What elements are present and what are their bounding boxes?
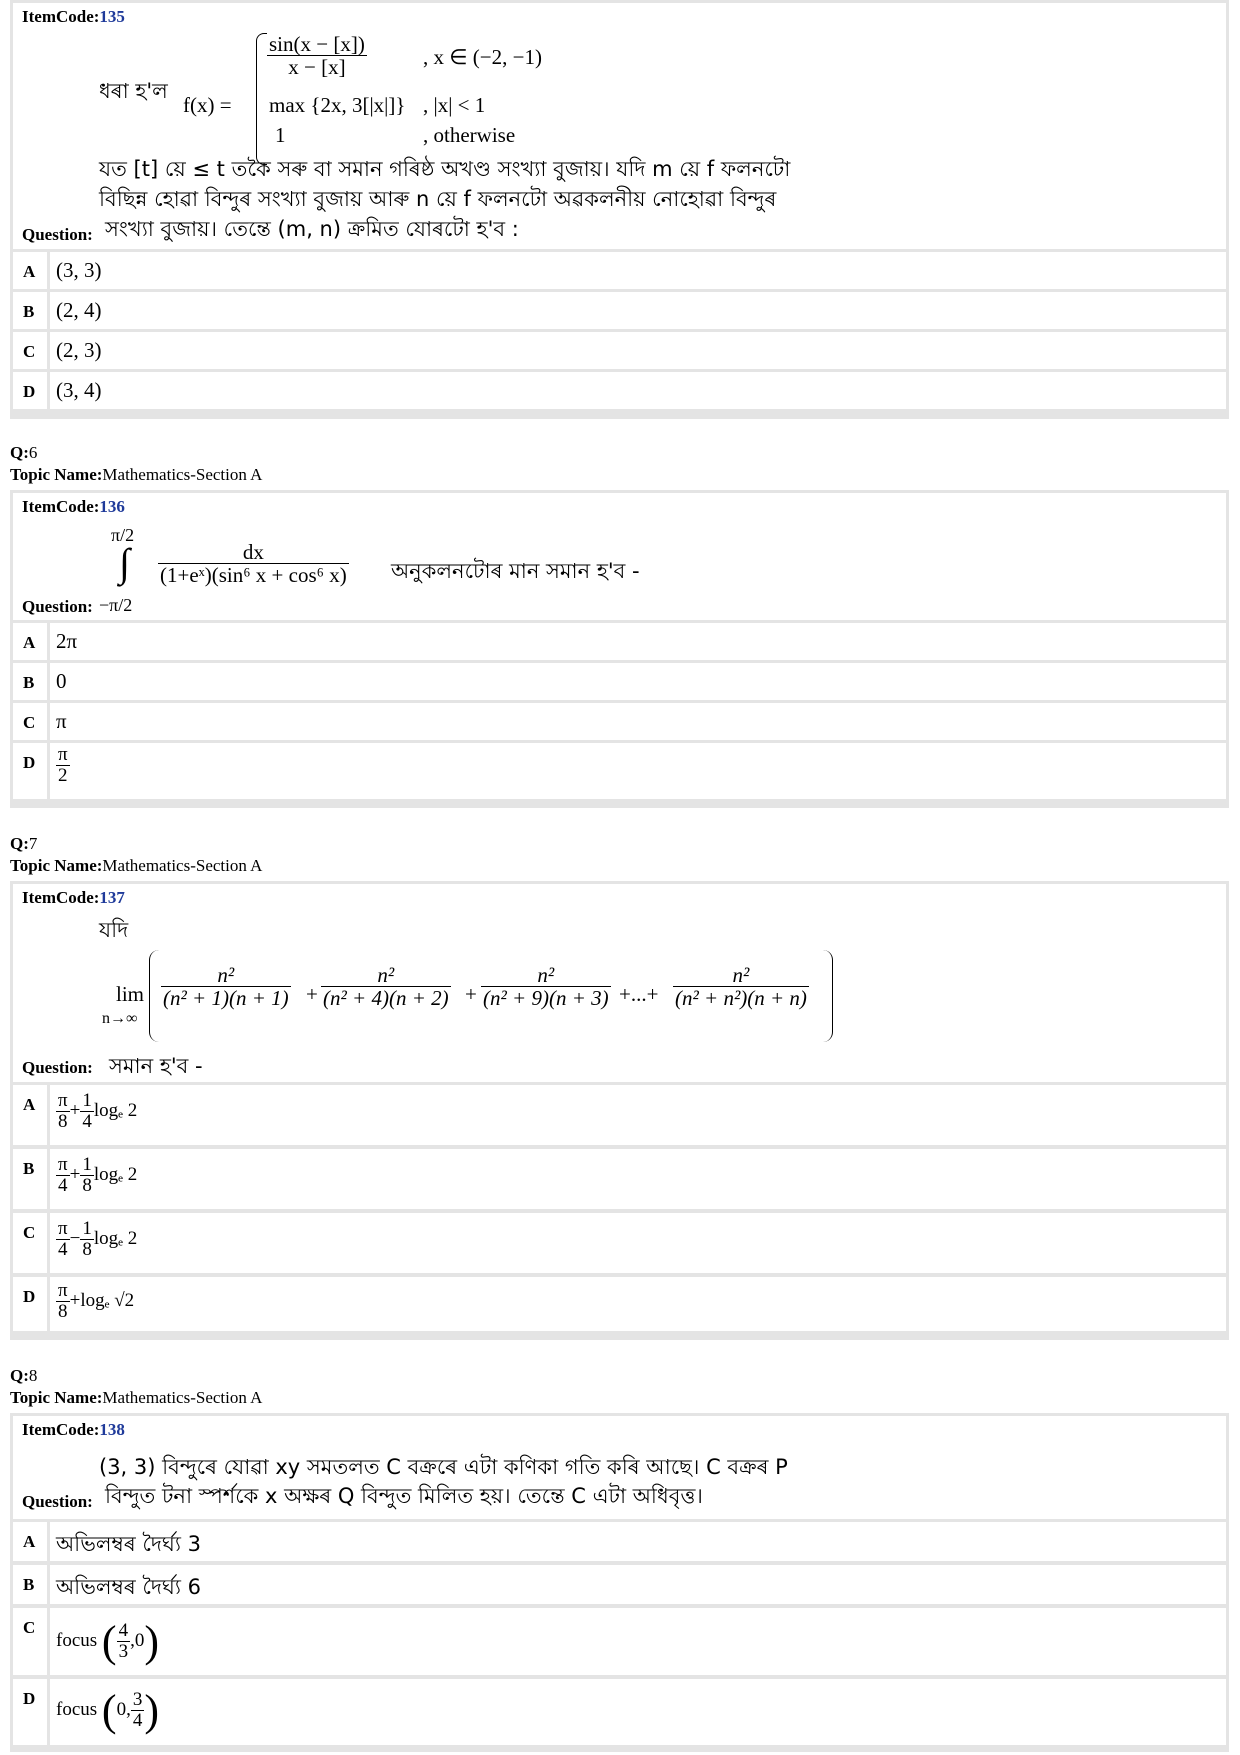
case1-expr: $\frac{\sin(x - [x])}{x - [x]}$ bbox=[269, 32, 365, 80]
option-d-label-cell: D bbox=[13, 1679, 47, 1745]
option-c[interactable] bbox=[50, 1213, 1226, 1273]
integral-upper-limit: π/2 bbox=[111, 525, 135, 545]
option-a-label-cell: A bbox=[13, 1522, 47, 1561]
question-number: 7 bbox=[28, 834, 38, 853]
function-lhs: f(x) = bbox=[183, 93, 232, 117]
option-c-text: (2, 3) bbox=[56, 338, 102, 362]
option-a[interactable] bbox=[50, 623, 1226, 660]
option-c-text: π bbox=[56, 709, 67, 733]
integrand: $\frac{dx}{\text{(1+eˣ)(sin⁶ x + cos⁶ x)}}$ bbox=[160, 540, 347, 588]
question-138-box bbox=[10, 1413, 1229, 1752]
option-d[interactable] bbox=[50, 1679, 1226, 1745]
question-tail: অনুকলনটোৰ মান সমান হ'ব - bbox=[391, 559, 640, 583]
case2-condition: , |x| < 1 bbox=[423, 93, 486, 117]
question-6-meta: Q:6 Topic Name:Mathematics-Section A bbox=[10, 443, 263, 484]
option-b[interactable] bbox=[50, 292, 1226, 329]
question-cell bbox=[13, 884, 1226, 1082]
option-b-text: অভিলম্বৰ দৈৰ্ঘ্য 6 bbox=[56, 1575, 201, 1599]
ellipsis-plus: +...+ bbox=[619, 982, 659, 1006]
question-line-2: বিন্দুত টনা স্পৰ্শকে x অক্ষৰ Q বিন্দুত মিলিত হয়। তেন্তে C এটা অধিবৃত্ত। bbox=[105, 1484, 703, 1508]
option-a-text: $\frac{\pi}{8}$ + $\frac{1}{4}$ logₑ 2 bbox=[58, 1090, 138, 1132]
option-d-text: (3, 4) bbox=[56, 378, 102, 402]
item-code: ItemCode:138 bbox=[22, 1420, 125, 1439]
plus-1: + bbox=[306, 982, 318, 1006]
sum-term-n: $\frac{\text{n²}}{\text{(n² + n²)(n + n)}}$ bbox=[675, 963, 807, 1011]
item-code: ItemCode:137 bbox=[22, 888, 125, 907]
question-intro: যদি bbox=[99, 918, 129, 942]
question-intro: ধৰা হ'ল bbox=[99, 79, 168, 103]
option-c-label-cell: C bbox=[13, 332, 47, 369]
option-b-text: (2, 4) bbox=[56, 298, 102, 322]
option-c[interactable] bbox=[50, 1608, 1226, 1675]
option-c-text: $\frac{\pi}{4}$ − $\frac{1}{8}$ logₑ 2 bbox=[58, 1218, 138, 1260]
question-number: 6 bbox=[28, 443, 38, 462]
question-136-box bbox=[10, 490, 1229, 808]
case2-expr: max {2x, 3[|x|]} bbox=[269, 93, 406, 117]
case1-condition: , x ∈ (−2, −1) bbox=[423, 45, 542, 69]
option-b-label-cell: B bbox=[13, 663, 47, 700]
option-d[interactable] bbox=[50, 372, 1226, 409]
option-c[interactable] bbox=[50, 332, 1226, 369]
option-d-label-cell: D bbox=[13, 1277, 47, 1331]
option-b[interactable] bbox=[50, 663, 1226, 700]
question-137-box bbox=[10, 881, 1229, 1340]
question-cell bbox=[13, 3, 1226, 249]
item-code: ItemCode:136 bbox=[22, 497, 125, 516]
item-code: ItemCode:135 bbox=[22, 7, 125, 26]
question-number: 8 bbox=[28, 1366, 38, 1385]
option-a-text: 2π bbox=[56, 629, 78, 653]
limit-right-paren bbox=[823, 950, 833, 1042]
question-label: Question: bbox=[22, 1058, 93, 1077]
question-line-3: সংখ্যা বুজায়। তেন্তে (m, n) ক্ৰমিত যোৰটো হ'ব : bbox=[105, 217, 519, 241]
sum-term-1: $\frac{\text{n²}}{\text{(n² + 1)(n + 1)}}$ bbox=[163, 963, 289, 1011]
sum-term-3: $\frac{\text{n²}}{\text{(n² + 9)(n + 3)}}$ bbox=[483, 963, 609, 1011]
question-8-meta: Q:8 Topic Name:Mathematics-Section A bbox=[10, 1366, 263, 1407]
option-d-text: focus (0, $\frac{3}{4}$ ) bbox=[56, 1686, 159, 1735]
option-d[interactable] bbox=[50, 1277, 1226, 1331]
question-7-meta: Q:7 Topic Name:Mathematics-Section A bbox=[10, 834, 263, 875]
plus-2: + bbox=[465, 982, 477, 1006]
option-b-text: $\frac{\pi}{4}$ + $\frac{1}{8}$ logₑ 2 bbox=[58, 1154, 138, 1196]
question-line-2: বিছিন্ন হোৱা বিন্দুৰ সংখ্যা বুজায় আৰু n য়ে f ফলনটো অৱকলনীয় নোহোৱা বিন্দুৰ bbox=[99, 187, 777, 211]
option-a-label-cell: A bbox=[13, 1085, 47, 1145]
topic-name: Mathematics-Section A bbox=[102, 465, 263, 484]
option-a[interactable] bbox=[50, 1085, 1226, 1145]
integral-sign: ∫ bbox=[119, 540, 130, 585]
case3-condition: , otherwise bbox=[423, 123, 516, 147]
case3-expr: 1 bbox=[275, 123, 286, 147]
option-b[interactable] bbox=[50, 1565, 1226, 1604]
option-d-label-cell: D bbox=[13, 743, 47, 799]
option-c-text: focus ( $\frac{4}{3}$ ,0) bbox=[56, 1617, 159, 1666]
question-line-1: (3, 3) বিন্দুৰে যোৱা xy সমতলত C বক্ৰৰে এটা কণিকা গতি কৰি আছে। C বক্ৰৰ P bbox=[99, 1455, 788, 1479]
question-cell bbox=[13, 1416, 1226, 1519]
option-b-label-cell: B bbox=[13, 1149, 47, 1209]
question-line-1: যত [t] য়ে ≤ t তকৈ সৰু বা সমান গৰিষ্ঠ অখণ্ড সংখ্যা বুজায়। যদি m য়ে f ফলনটো bbox=[99, 157, 791, 181]
question-cell bbox=[13, 493, 1226, 620]
option-a-text: অভিলম্বৰ দৈৰ্ঘ্য 3 bbox=[56, 1532, 201, 1556]
option-b[interactable] bbox=[50, 1149, 1226, 1209]
option-a-label-cell: A bbox=[13, 252, 47, 289]
integral-lower-limit: −π/2 bbox=[99, 595, 133, 615]
option-b-text: 0 bbox=[56, 669, 67, 693]
topic-name: Mathematics-Section A bbox=[102, 1388, 263, 1407]
limit-subscript: n→∞ bbox=[102, 1010, 138, 1027]
case-brace bbox=[256, 33, 267, 165]
option-b-label-cell: B bbox=[13, 1565, 47, 1604]
option-d-label-cell: D bbox=[13, 372, 47, 409]
question-label: Question: bbox=[22, 225, 93, 244]
option-c-label-cell: C bbox=[13, 1608, 47, 1675]
option-a-label-cell: A bbox=[13, 623, 47, 660]
question-tail: সমান হ'ব - bbox=[109, 1054, 203, 1078]
topic-name: Mathematics-Section A bbox=[102, 856, 263, 875]
limit-left-paren bbox=[149, 950, 159, 1042]
option-d[interactable] bbox=[50, 743, 1226, 799]
question-label: Question: bbox=[22, 597, 93, 616]
option-c-label-cell: C bbox=[13, 1213, 47, 1273]
sum-term-2: $\frac{\text{n²}}{\text{(n² + 4)(n + 2)}}$ bbox=[323, 963, 449, 1011]
option-b-label-cell: B bbox=[13, 292, 47, 329]
question-135-box bbox=[10, 0, 1229, 419]
question-label: Question: bbox=[22, 1492, 93, 1511]
option-d-text: $\frac{\pi}{2}$ bbox=[58, 744, 68, 786]
option-a[interactable] bbox=[50, 1522, 1226, 1561]
option-c[interactable] bbox=[50, 703, 1226, 740]
option-d-text: $\frac{\pi}{8}$ +logₑ √2 bbox=[58, 1280, 135, 1322]
limit-word: lim bbox=[116, 982, 145, 1006]
option-c-label-cell: C bbox=[13, 703, 47, 740]
option-a-text: (3, 3) bbox=[56, 258, 102, 282]
option-a[interactable] bbox=[50, 252, 1226, 289]
